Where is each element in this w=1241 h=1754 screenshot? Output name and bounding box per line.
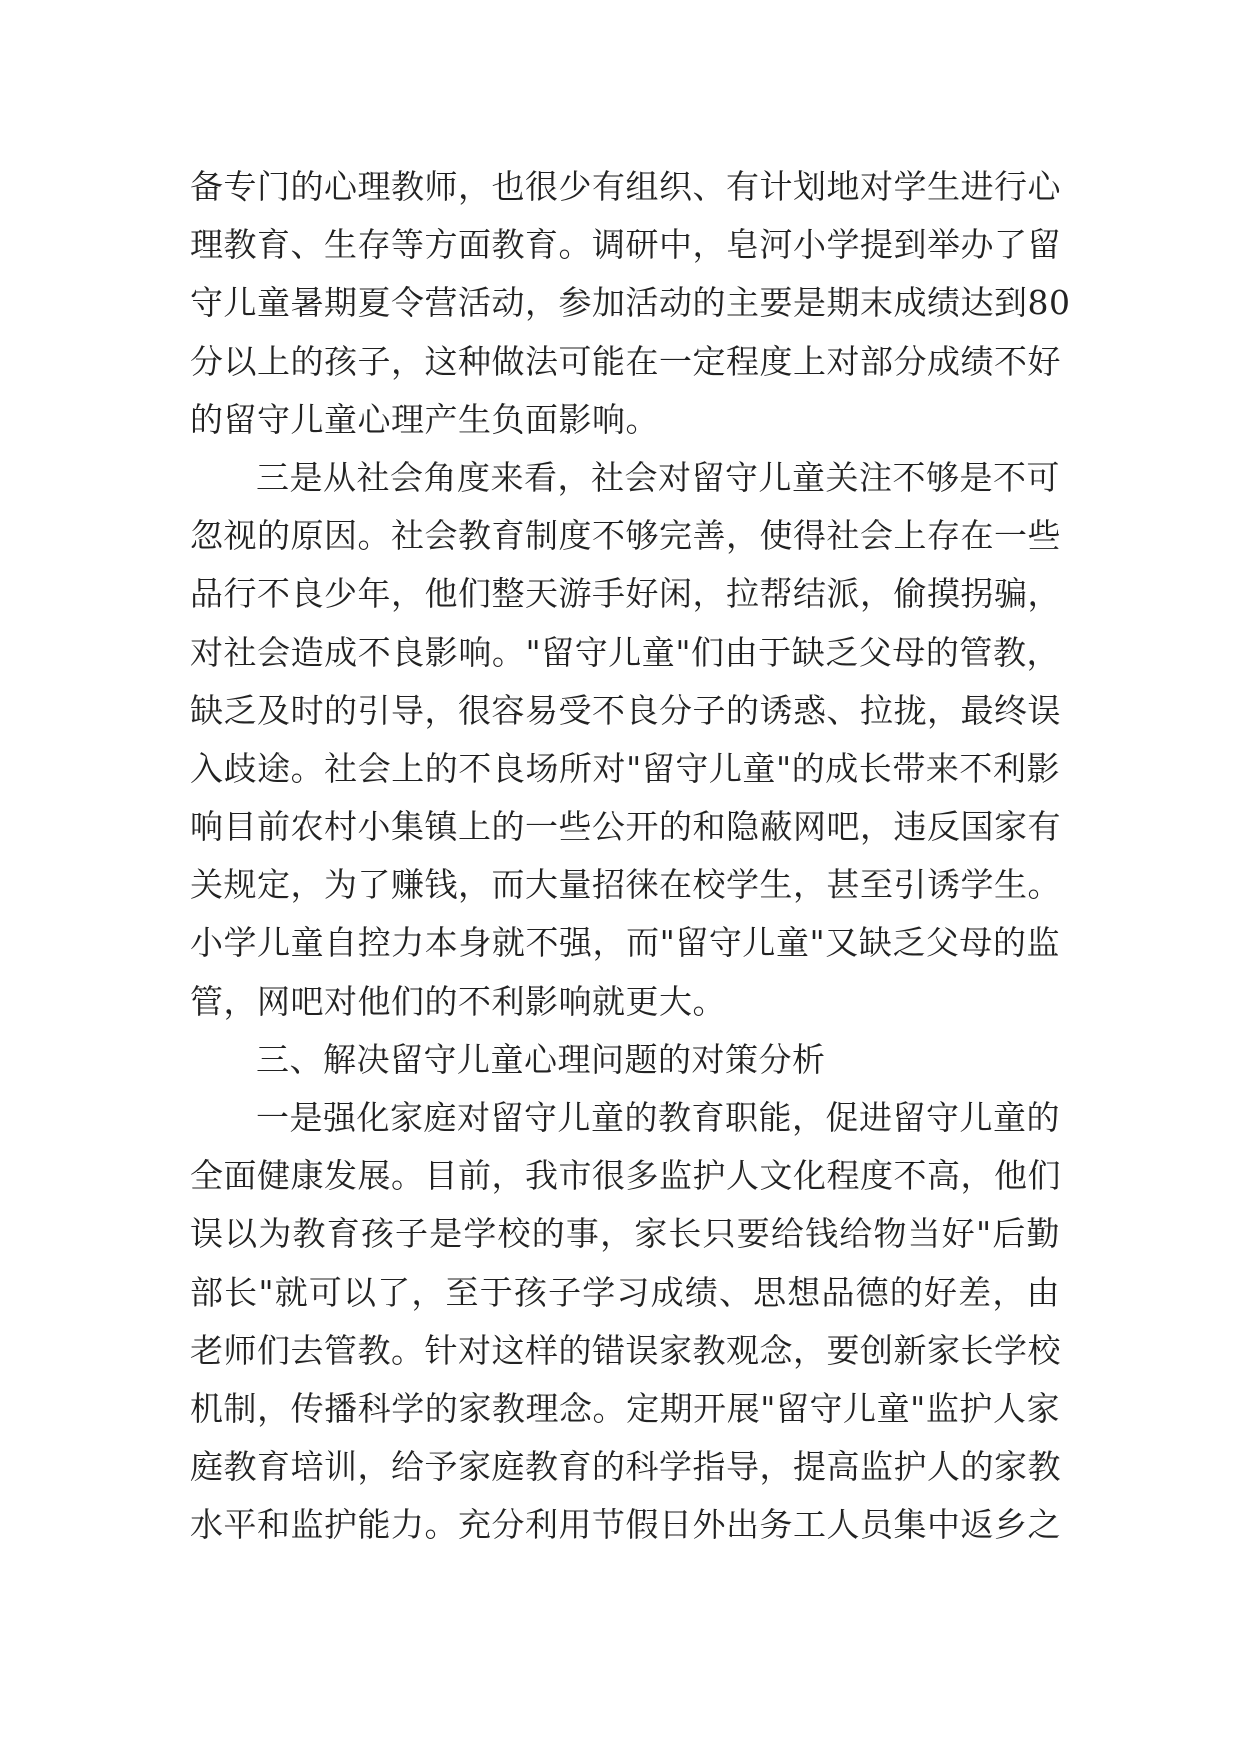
text-line: 响目前农村小集镇上的一些公开的和隐蔽网吧，违反国家有	[190, 807, 1061, 847]
text-line: 对社会造成不良影响。"留守儿童"们由于缺乏父母的管教，	[190, 632, 1060, 672]
text-line: 忽视的原因。社会教育制度不够完善，使得社会上存在一些	[190, 516, 1061, 556]
text-line: 庭教育培训，给予家庭教育的科学指导，提高监护人的家教	[190, 1447, 1061, 1487]
text-line: 机制，传播科学的家教理念。定期开展"留守儿童"监护人家	[190, 1388, 1060, 1428]
text-line: 缺乏及时的引导，很容易受不良分子的诱惑、拉拢，最终误	[190, 690, 1061, 730]
text-line: 水平和监护能力。充分利用节假日外出务工人员集中返乡之	[190, 1505, 1061, 1545]
text-line: 的留守儿童心理产生负面影响。	[190, 399, 659, 439]
text-line: 管，网吧对他们的不利影响就更大。	[190, 981, 726, 1021]
text-line: 一是强化家庭对留守儿童的教育职能，促进留守儿童的	[256, 1098, 1060, 1137]
text-line: 分以上的孩子，这种做法可能在一定程度上对部分成绩不好	[190, 341, 1061, 381]
text-line: 备专门的心理教师，也很少有组织、有计划地对学生进行心	[190, 167, 1061, 206]
text-line: 小学儿童自控力本身就不强，而"留守儿童"又缺乏父母的监	[190, 923, 1060, 963]
text-line: 入歧途。社会上的不良场所对"留守儿童"的成长带来不利影	[190, 748, 1060, 788]
text-line: 全面健康发展。目前，我市很多监护人文化程度不高，他们	[190, 1156, 1061, 1196]
text-line: 误以为教育孩子是学校的事，家长只要给钱给物当好"后勤	[190, 1214, 1060, 1254]
text-line: 部长"就可以了，至于孩子学习成绩、思想品德的好差，由	[190, 1272, 1060, 1312]
text-line: 老师们去管教。针对这样的错误家教观念，要创新家长学校	[190, 1330, 1061, 1370]
text-line: 关规定，为了赚钱，而大量招徕在校学生，甚至引诱学生。	[190, 865, 1061, 905]
text-line: 三是从社会角度来看，社会对留守儿童关注不够是不可	[256, 457, 1060, 497]
text-line: 三、解决留守儿童心理问题的对策分析	[256, 1039, 826, 1079]
body-text	[190, 158, 1071, 1555]
text-line: 守儿童暑期夏令营活动，参加活动的主要是期末成绩达到80	[190, 283, 1071, 323]
text-line: 理教育、生存等方面教育。调研中，皂河小学提到举办了留	[190, 225, 1061, 265]
text-line: 品行不良少年，他们整天游手好闲，拉帮结派，偷摸拐骗，	[190, 574, 1061, 614]
